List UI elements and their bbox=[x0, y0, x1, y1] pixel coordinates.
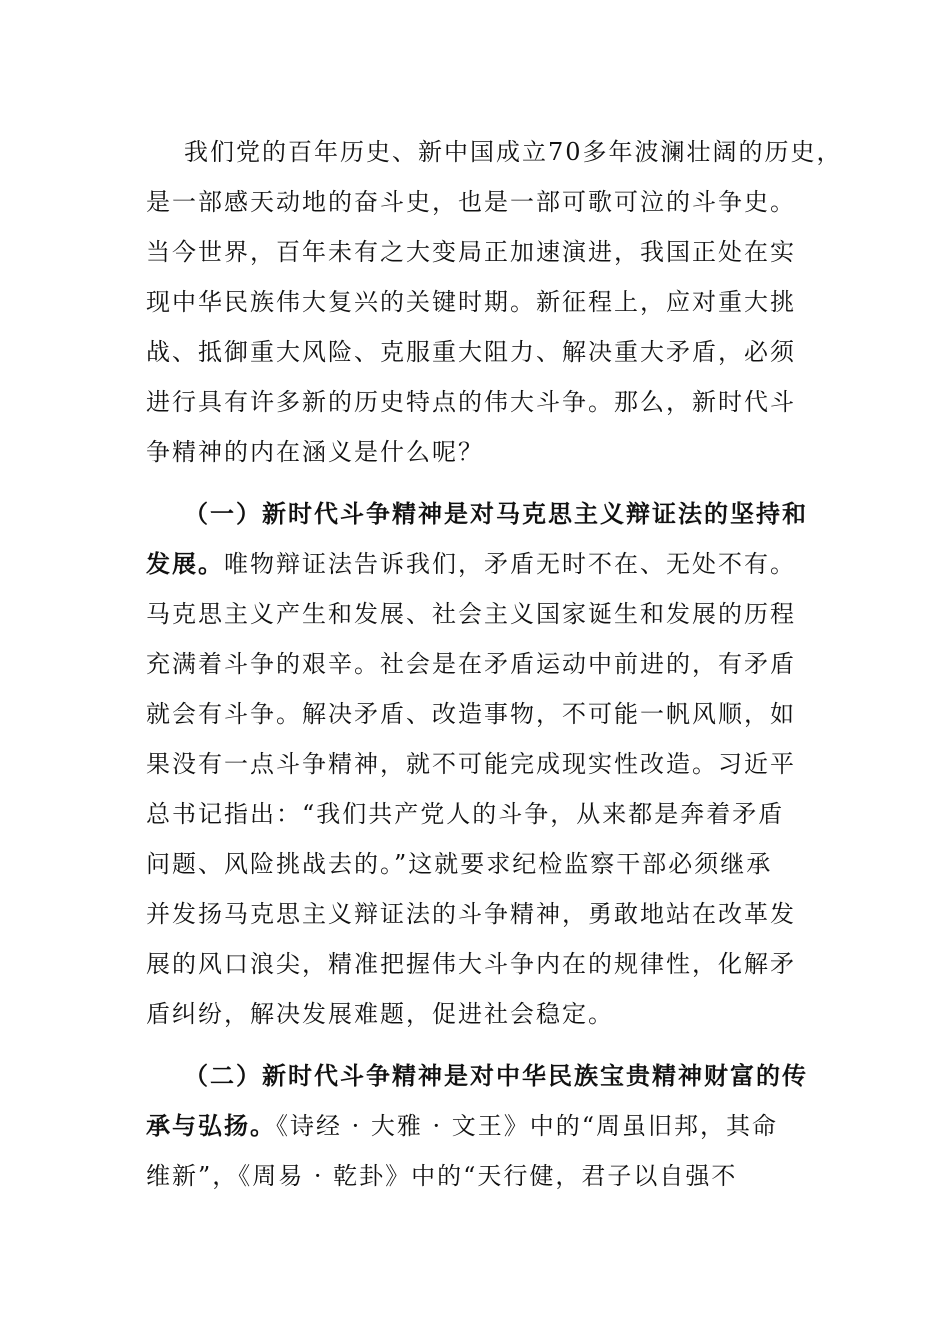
section-2-line: 维新”，《周易 · 乾卦》中的“天行健，君子以自强不 bbox=[146, 1162, 738, 1190]
section-1-line: 问题、风险挑战去的。”这就要求纪检监察干部必须继承 bbox=[146, 850, 773, 878]
section-1-line: 马克思主义产生和发展、社会主义国家诞生和发展的历程 bbox=[146, 600, 796, 628]
section-1-text: 唯物辩证法告诉我们，矛盾无时不在、无处不有。 bbox=[224, 550, 796, 578]
intro-line: 当今世界，百年未有之大变局正加速演进，我国正处在实 bbox=[146, 238, 796, 266]
section-1-line: 展的风口浪尖，精准把握伟大斗争内在的规律性，化解矛 bbox=[146, 950, 796, 978]
section-2-heading: （二）新时代斗争精神是对中华民族宝贵精神财富的传 bbox=[184, 1062, 808, 1090]
section-2-text: 《诗经 · 大雅 · 文王》中的“周虽旧邦，其命 bbox=[276, 1112, 779, 1140]
intro-line: 战、抵御重大风险、克服重大阻力、解决重大矛盾，必须 bbox=[146, 338, 796, 366]
section-1-line: 就会有斗争。解决矛盾、改造事物，不可能一帆风顺，如 bbox=[146, 700, 796, 728]
section-1-line: 并发扬马克思主义辩证法的斗争精神，勇敢地站在改革发 bbox=[146, 900, 796, 928]
section-2-heading-end: 承与弘扬。 bbox=[146, 1112, 276, 1140]
section-2-line bbox=[146, 1110, 778, 1142]
section-1-line: 盾纠纷，解决发展难题，促进社会稳定。 bbox=[146, 1000, 614, 1028]
section-1-line: 果没有一点斗争精神，就不可能完成现实性改造。习近平 bbox=[146, 750, 796, 778]
intro-line: 进行具有许多新的历史特点的伟大斗争。那么，新时代斗 bbox=[146, 388, 796, 416]
section-1-line: 充满着斗争的艰辛。社会是在矛盾运动中前进的，有矛盾 bbox=[146, 650, 796, 678]
intro-line: 现中华民族伟大复兴的关键时期。新征程上，应对重大挑 bbox=[146, 288, 796, 316]
intro-line: 是一部感天动地的奋斗史，也是一部可歌可泣的斗争史。 bbox=[146, 188, 796, 216]
section-1-heading: （一）新时代斗争精神是对马克思主义辩证法的坚持和 bbox=[184, 500, 808, 528]
intro-line: 争精神的内在涵义是什么呢？ bbox=[146, 438, 484, 466]
intro-line: 我们党的百年历史、新中国成立70多年波澜壮阔的历史， bbox=[184, 138, 843, 166]
section-1-line: 总书记指出：“我们共产党人的斗争，从来都是奔着矛盾 bbox=[146, 800, 785, 828]
section-1-line bbox=[146, 548, 796, 580]
section-1-heading-end: 发展。 bbox=[146, 550, 224, 578]
